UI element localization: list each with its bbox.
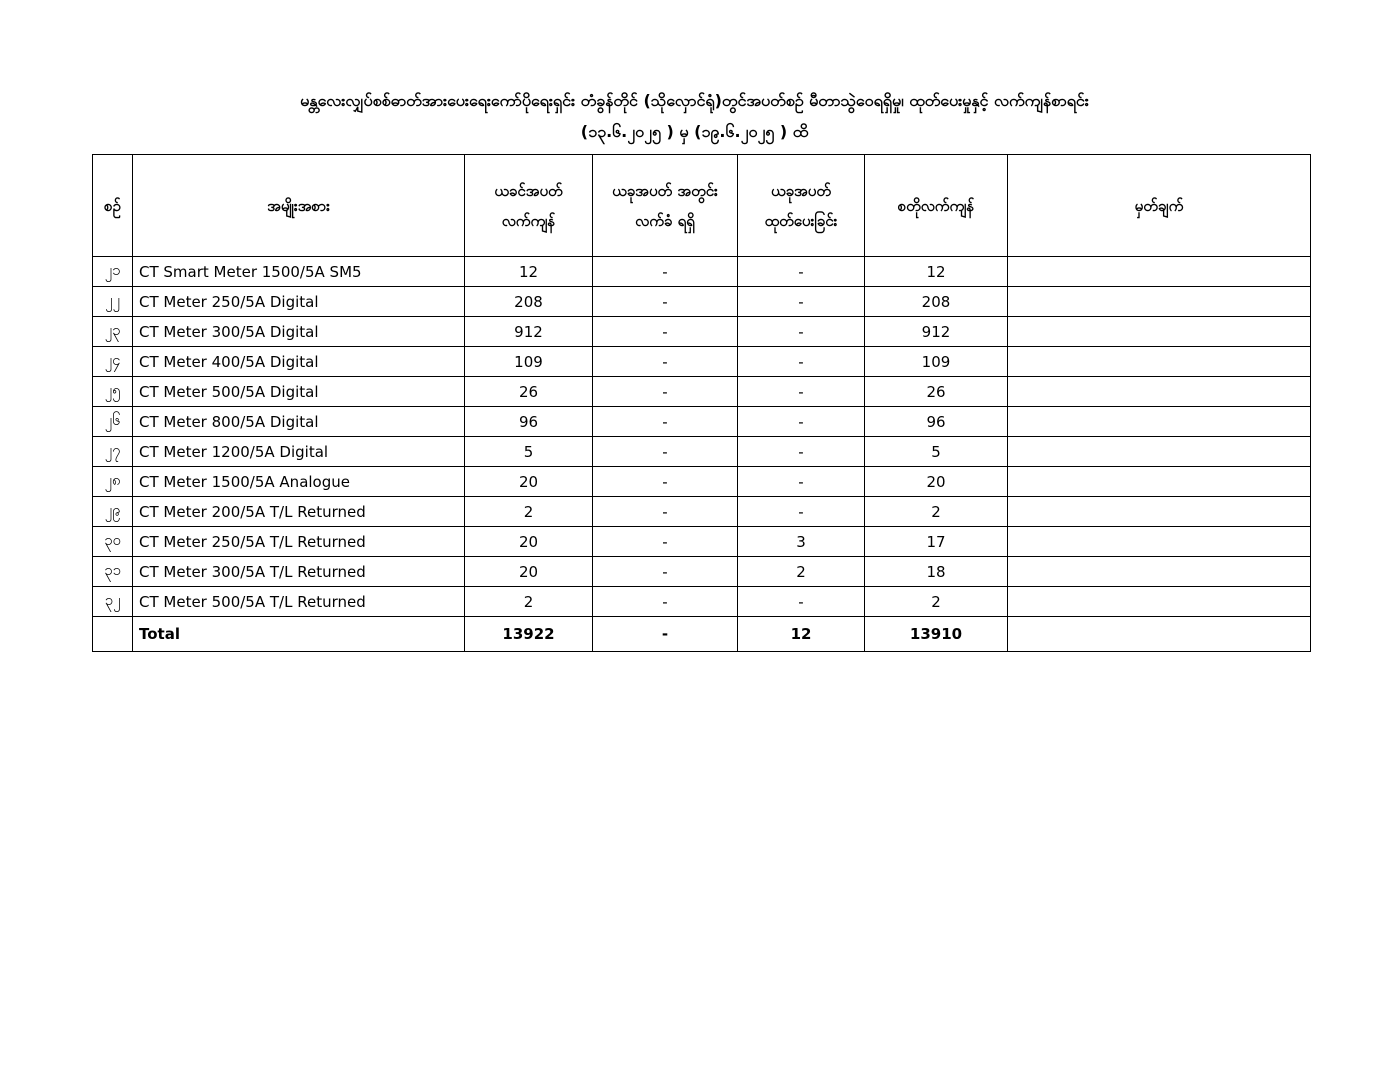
table-row [93,317,1311,347]
date-range: (၁၃.၆.၂၀၂၅ ) မှ (၁၉.၆.၂၀၂၅ ) ထိ [580,122,809,141]
header-received: ယခုအပတ် အတွင်းလက်ခံ ရရှိ [593,155,738,257]
row-type: CT Meter 1500/5A Analogue [133,467,465,497]
row-type: CT Meter 300/5A Digital [133,317,465,347]
row-balance: 2 [865,497,1008,527]
row-prev-balance: 2 [465,587,593,617]
row-remarks [1008,317,1311,347]
header-issued: ယခုအပတ် ထုတ်ပေးခြင်း [738,155,865,257]
row-issued: - [738,317,865,347]
row-prev-balance: 109 [465,347,593,377]
row-type: CT Meter 200/5A T/L Returned [133,497,465,527]
row-balance: 2 [865,587,1008,617]
row-prev-balance: 96 [465,407,593,437]
total-row [93,617,1311,652]
total-prev-balance: 13922 [465,617,593,652]
row-no: ၃၀ [93,527,133,557]
row-received: - [593,257,738,287]
row-prev-balance: 12 [465,257,593,287]
row-remarks [1008,287,1311,317]
row-issued: - [738,287,865,317]
row-issued: - [738,587,865,617]
table-row [93,377,1311,407]
row-received: - [593,527,738,557]
row-remarks [1008,527,1311,557]
row-issued: - [738,347,865,377]
row-no: ၂၂ [93,287,133,317]
row-prev-balance: 912 [465,317,593,347]
row-balance: 109 [865,347,1008,377]
row-issued: - [738,437,865,467]
row-balance: 912 [865,317,1008,347]
row-remarks [1008,497,1311,527]
row-no: ၂၇ [93,437,133,467]
row-balance: 12 [865,257,1008,287]
row-prev-balance: 20 [465,557,593,587]
row-type: CT Meter 300/5A T/L Returned [133,557,465,587]
row-prev-balance: 208 [465,287,593,317]
total-received: - [593,617,738,652]
table-row [93,467,1311,497]
row-issued: 3 [738,527,865,557]
row-received: - [593,377,738,407]
total-no-cell [93,617,133,652]
row-received: - [593,407,738,437]
total-issued: 12 [738,617,865,652]
table-row [93,587,1311,617]
header-remarks: မှတ်ချက် [1008,155,1311,257]
row-received: - [593,587,738,617]
row-issued: - [738,407,865,437]
row-received: - [593,467,738,497]
row-received: - [593,497,738,527]
row-no: ၂၄ [93,347,133,377]
row-remarks [1008,407,1311,437]
row-type: CT Meter 400/5A Digital [133,347,465,377]
row-issued: 2 [738,557,865,587]
row-type: CT Meter 800/5A Digital [133,407,465,437]
table-row [93,557,1311,587]
row-issued: - [738,467,865,497]
row-prev-balance: 20 [465,527,593,557]
row-balance: 26 [865,377,1008,407]
row-remarks [1008,587,1311,617]
row-remarks [1008,467,1311,497]
row-received: - [593,437,738,467]
row-prev-balance: 2 [465,497,593,527]
table-row [93,437,1311,467]
header-prev-balance: ယခင်အပတ် လက်ကျန် [465,155,593,257]
row-remarks [1008,347,1311,377]
table-row [93,497,1311,527]
table-row [93,527,1311,557]
row-type: CT Meter 500/5A Digital [133,377,465,407]
row-balance: 208 [865,287,1008,317]
header-type: အမျိုးအစား [133,155,465,257]
row-type: CT Meter 250/5A Digital [133,287,465,317]
total-remarks [1008,617,1311,652]
row-type: CT Meter 500/5A T/L Returned [133,587,465,617]
row-no: ၃၂ [93,587,133,617]
row-received: - [593,317,738,347]
document-title: မန္တလေးလျှပ်စစ်ဓာတ်အားပေးရေးကော်ပိုရေးရှင်း တံခွန်တိုင် (သိုလှောင်ရုံ)တွင်အပတ်စဉ် မီတာသွဲဝေရရှိမှု၊ ထုတ်ပေးမှုနှင့် လက်ကျန်စာရင်း [300,91,1089,110]
header-total-balance: စတိုလက်ကျန် [865,155,1008,257]
total-balance: 13910 [865,617,1008,652]
row-balance: 18 [865,557,1008,587]
row-no: ၂၁ [93,257,133,287]
total-label: Total [133,617,465,652]
row-remarks [1008,377,1311,407]
table-row [93,347,1311,377]
row-balance: 17 [865,527,1008,557]
header-no: စဉ် [93,155,133,257]
row-balance: 5 [865,437,1008,467]
row-remarks [1008,437,1311,467]
row-received: - [593,347,738,377]
row-prev-balance: 26 [465,377,593,407]
row-type: CT Meter 250/5A T/L Returned [133,527,465,557]
table-row [93,407,1311,437]
table-header-row [93,155,1311,257]
row-received: - [593,287,738,317]
row-issued: - [738,497,865,527]
row-no: ၂၉ [93,497,133,527]
meter-stock-table [92,154,1311,652]
row-remarks [1008,557,1311,587]
row-balance: 96 [865,407,1008,437]
row-type: CT Meter 1200/5A Digital [133,437,465,467]
row-no: ၂၆ [93,407,133,437]
row-prev-balance: 20 [465,467,593,497]
row-received: - [593,557,738,587]
row-remarks [1008,257,1311,287]
row-issued: - [738,257,865,287]
row-issued: - [738,377,865,407]
row-no: ၂၈ [93,467,133,497]
row-no: ၂၃ [93,317,133,347]
table-row [93,257,1311,287]
row-no: ၂၅ [93,377,133,407]
row-balance: 20 [865,467,1008,497]
row-type: CT Smart Meter 1500/5A SM5 [133,257,465,287]
table-row [93,287,1311,317]
row-no: ၃၁ [93,557,133,587]
row-prev-balance: 5 [465,437,593,467]
